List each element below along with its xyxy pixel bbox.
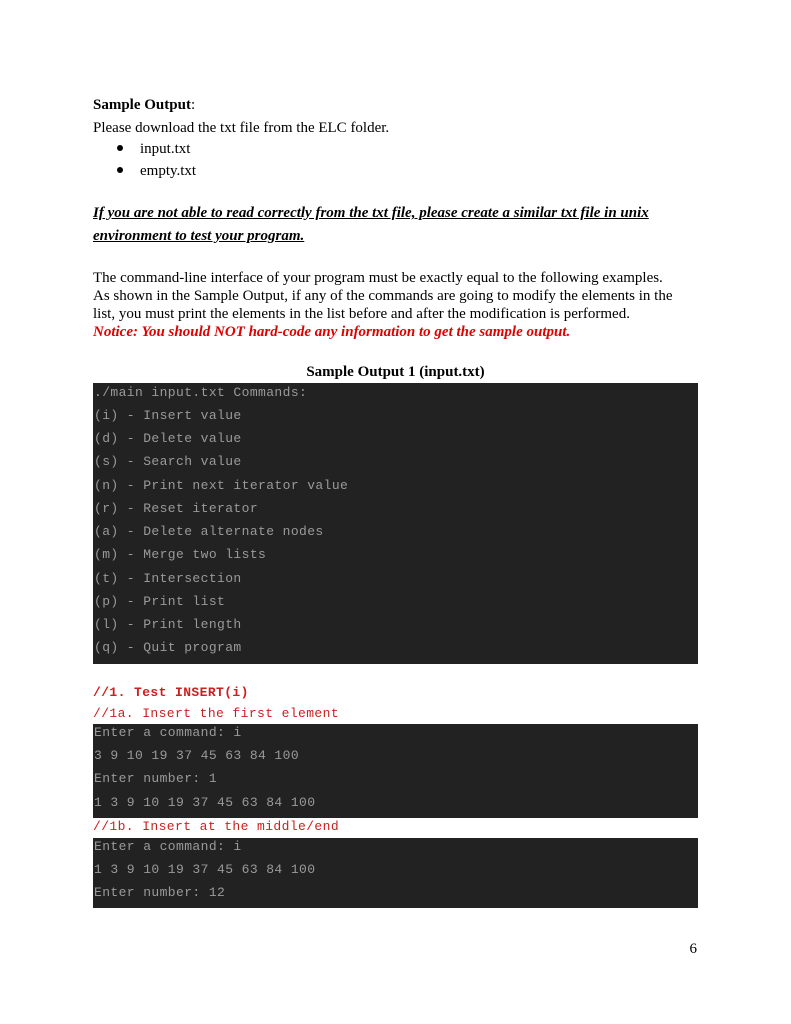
terminal-line: (s) - Search value [94, 454, 242, 469]
heading-colon: : [190, 97, 196, 113]
terminal-line: Enter number: 1 [94, 771, 218, 786]
terminal-line: 1 3 9 10 19 37 45 63 84 100 [94, 862, 316, 877]
test-1b-comment: //1b. Insert at the middle/end [93, 819, 340, 834]
terminal-line: (t) - Intersection [94, 571, 242, 586]
bullet-dot [117, 145, 123, 151]
test-1a-comment: //1a. Insert the first element [93, 706, 340, 721]
download-instruction: Please download the txt file from the ELC folder. [93, 120, 390, 136]
sample-output-heading-line [93, 96, 195, 114]
description-line-1: The command-line interface of your program must be exactly equal to the following examples. [93, 270, 663, 286]
terminal-line: Enter a command: i [94, 725, 242, 740]
terminal-line: Enter number: 12 [94, 885, 226, 900]
terminal-line: (m) - Merge two lists [94, 547, 267, 562]
file-item-empty: empty.txt [140, 163, 197, 179]
warning-text [93, 202, 703, 248]
terminal-line: ./main input.txt Commands: [94, 385, 308, 400]
warning-line-2: environment to test your program. [93, 228, 305, 244]
terminal-line: (n) - Print next iterator value [94, 478, 349, 493]
description-line-2: As shown in the Sample Output, if any of the commands are going to modify the elements in the [93, 288, 673, 304]
bullet-dot [117, 167, 123, 173]
description-paragraph [93, 269, 703, 341]
description-line-3: list, you must print the elements in the list before and after the modification is performed. [93, 306, 630, 322]
terminal-line: 1 3 9 10 19 37 45 63 84 100 [94, 795, 316, 810]
terminal-line: (p) - Print list [94, 594, 226, 609]
terminal-line: (d) - Delete value [94, 431, 242, 446]
warning-line-1: If you are not able to read correctly from the txt file, please create a similar txt file in unix [93, 205, 649, 221]
file-item-input: input.txt [140, 141, 191, 157]
terminal-line: (l) - Print length [94, 617, 242, 632]
terminal-line: (q) - Quit program [94, 640, 242, 655]
sample-output-1-title: Sample Output 1 (input.txt) [306, 364, 485, 380]
terminal-line: 3 9 10 19 37 45 63 84 100 [94, 748, 300, 763]
sample-output-heading: Sample Output [93, 97, 191, 113]
terminal-line: Enter a command: i [94, 839, 242, 854]
terminal-line: (i) - Insert value [94, 408, 242, 423]
terminal-insert-middle-block [93, 838, 698, 908]
terminal-commands-block [93, 383, 698, 664]
terminal-line: (r) - Reset iterator [94, 501, 259, 516]
terminal-insert-first-block [93, 724, 698, 818]
page-number: 6 [689, 941, 697, 957]
test-insert-heading: //1. Test INSERT(i) [93, 685, 249, 700]
notice-text: Notice: You should NOT hard-code any information to get the sample output. [93, 324, 571, 340]
terminal-line: (a) - Delete alternate nodes [94, 524, 324, 539]
